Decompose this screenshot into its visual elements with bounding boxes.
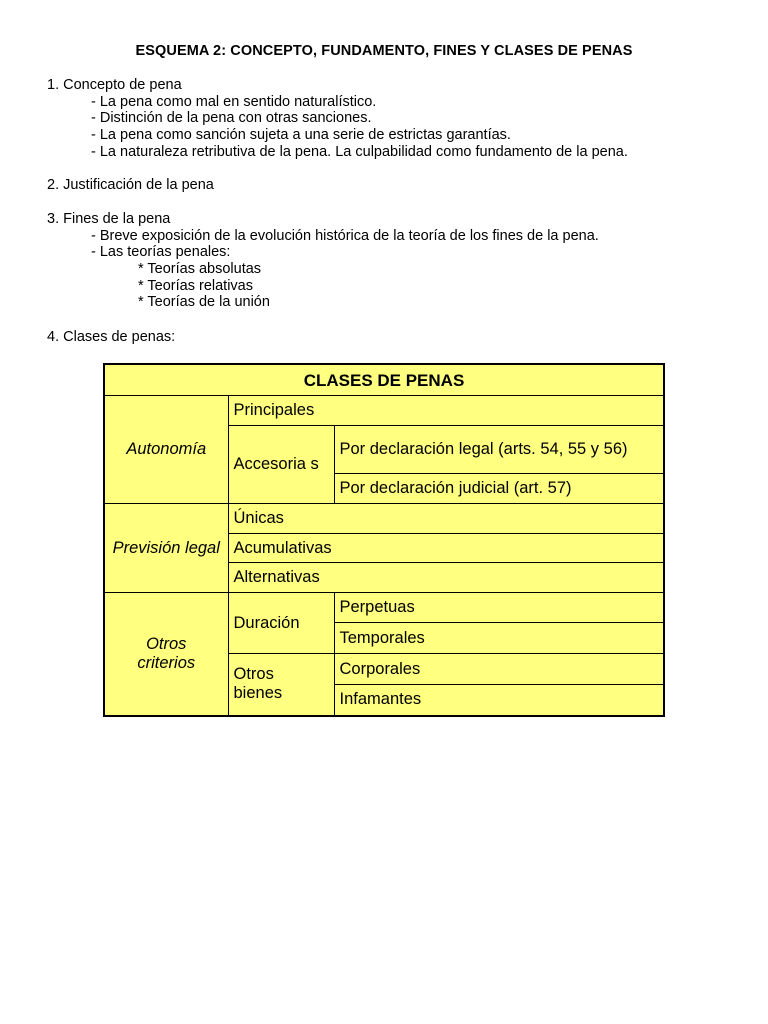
section-3-item: - Breve exposición de la evolución histórica de la teoría de los fines de la pena.: [91, 228, 599, 244]
cell-temporales: Temporales: [334, 623, 664, 654]
document-title: ESQUEMA 2: CONCEPTO, FUNDAMENTO, FINES Y CLASES DE PENAS: [135, 43, 633, 59]
section-3-item: - Las teorías penales:: [91, 244, 231, 260]
group-otros-criterios: Otros criterios: [104, 593, 228, 716]
section-4-heading: 4. Clases de penas:: [47, 329, 176, 345]
group-prevision-legal: Previsión legal: [104, 504, 228, 593]
clases-de-penas-table: [103, 363, 665, 717]
cell-perpetuas: Perpetuas: [334, 593, 664, 623]
section-3-subitem: * Teorías relativas: [138, 278, 253, 294]
section-3-subitem: * Teorías de la unión: [138, 294, 270, 310]
cell-declaracion-judicial: Por declaración judicial (art. 57): [334, 474, 664, 504]
cell-corporales: Corporales: [334, 654, 664, 685]
section-1-item: - La pena como sanción sujeta a una serie de estrictas garantías.: [91, 127, 511, 143]
cell-otros-bienes: Otros bienes: [228, 654, 334, 716]
cell-unicas: Únicas: [228, 504, 664, 534]
section-2-heading: 2. Justificación de la pena: [47, 177, 214, 193]
cell-declaracion-legal: Por declaración legal (arts. 54, 55 y 56): [334, 426, 664, 474]
cell-principales: Principales: [228, 396, 664, 426]
cell-acumulativas: Acumulativas: [228, 534, 664, 563]
section-1-item: - La pena como mal en sentido naturalístico.: [91, 94, 377, 110]
section-1-heading: 1. Concepto de pena: [47, 77, 182, 93]
section-3-heading: 3. Fines de la pena: [47, 211, 171, 227]
section-1-item: - La naturaleza retributiva de la pena. La culpabilidad como fundamento de la pena.: [91, 144, 628, 160]
cell-accesorias: Accesoria s: [228, 426, 334, 504]
cell-infamantes: Infamantes: [334, 685, 664, 716]
section-1-item: - Distinción de la pena con otras sanciones.: [91, 110, 372, 126]
group-autonomia: Autonomía: [104, 396, 228, 504]
section-3-subitem: * Teorías absolutas: [138, 261, 262, 277]
cell-alternativas: Alternativas: [228, 563, 664, 593]
cell-duracion: Duración: [228, 593, 334, 654]
table-title: CLASES DE PENAS: [104, 364, 664, 396]
